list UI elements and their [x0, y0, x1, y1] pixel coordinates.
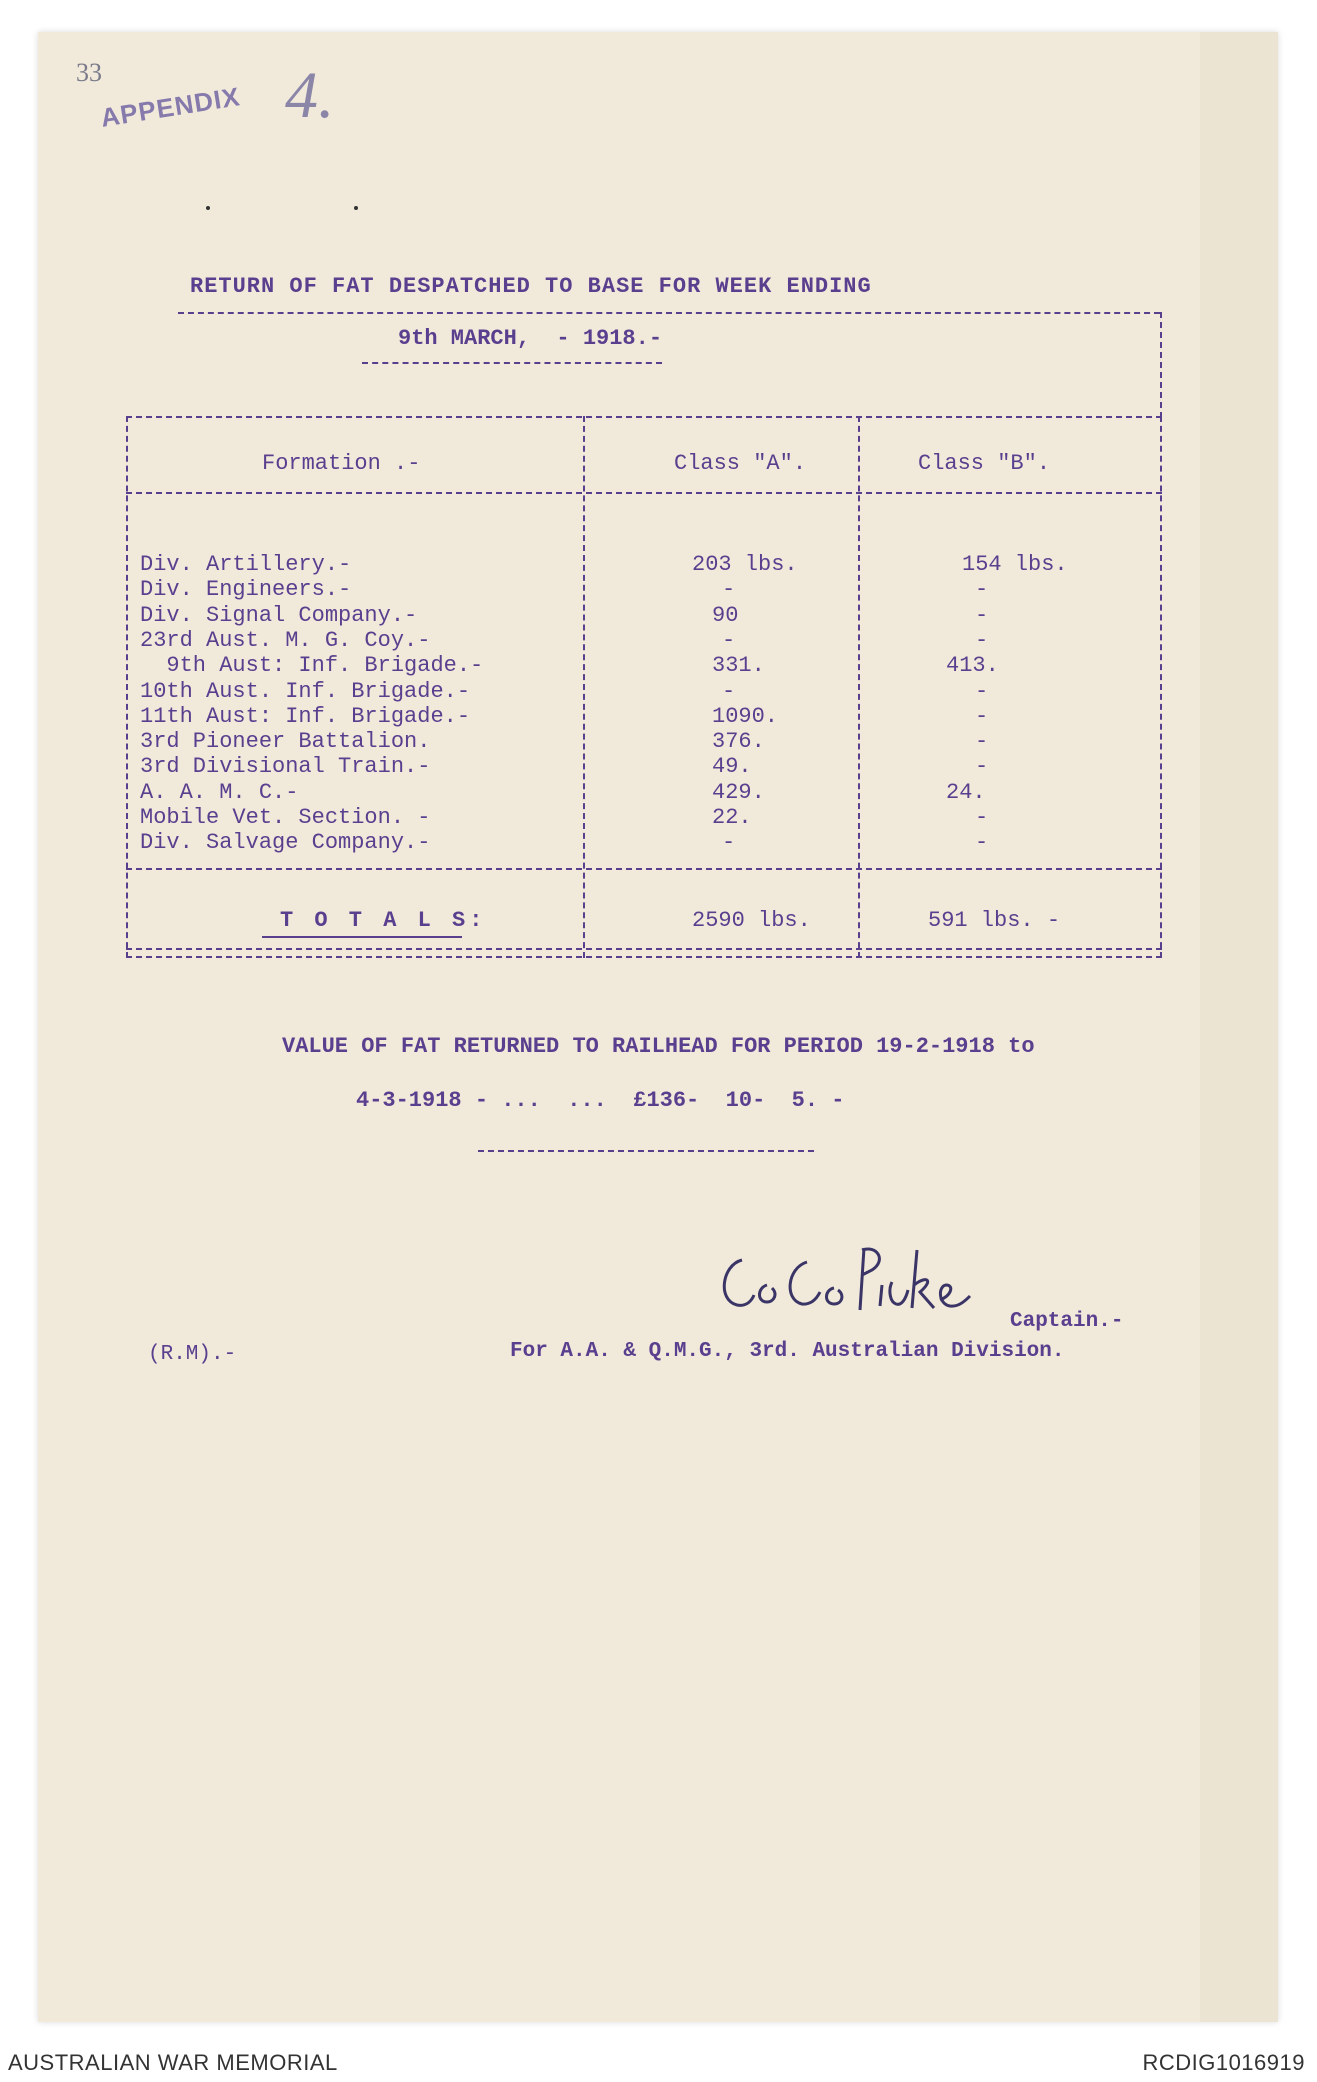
column-header-class-a: Class "A". — [674, 451, 807, 476]
cell-class-a: 1090. — [712, 704, 779, 729]
document-title: RETURN OF FAT DESPATCHED TO BASE FOR WEEK ENDING — [190, 274, 872, 299]
cell-formation: Div. Engineers.- — [140, 577, 352, 602]
cell-class-a: - — [722, 577, 736, 602]
document-subtitle: 9th MARCH, - 1918.- — [398, 326, 663, 351]
cell-class-b: 24. — [946, 780, 986, 805]
cell-formation: Mobile Vet. Section. - — [140, 805, 431, 830]
cell-class-a: 331. — [712, 653, 765, 678]
cell-formation: 10th Aust. Inf. Brigade.- — [140, 679, 471, 704]
cell-class-b: - — [975, 679, 989, 704]
cell-formation: Div. Signal Company.- — [140, 603, 418, 628]
cell-formation: 9th Aust: Inf. Brigade.- — [140, 653, 484, 678]
cell-class-a: 376. — [712, 729, 765, 754]
cell-class-a: 203 lbs. — [692, 552, 798, 577]
page-edge — [1200, 32, 1278, 2022]
value-line-2: 4-3-1918 - ... ... £136- 10- 5. - — [356, 1088, 845, 1113]
punch-dot — [354, 206, 358, 210]
appendix-stamp: APPENDIX — [98, 81, 243, 133]
rank-label: Captain.- — [1010, 1310, 1124, 1333]
table-totals-rule — [126, 868, 1162, 870]
cell-class-b: 413. — [946, 653, 999, 678]
cell-class-b: - — [975, 704, 989, 729]
appendix-number: 4. — [285, 59, 335, 132]
cell-class-a: 49. — [712, 754, 752, 779]
handwritten-signature — [712, 1230, 1012, 1340]
cell-class-a: 429. — [712, 780, 765, 805]
table-header-top-rule — [126, 416, 1162, 418]
cell-class-b: - — [975, 603, 989, 628]
signature-block: For A.A. & Q.M.G., 3rd. Australian Division. — [510, 1340, 1065, 1363]
cell-formation: Div. Salvage Company.- — [140, 830, 431, 855]
column-header-class-b: Class "B". — [918, 451, 1051, 476]
folio-number: 33 — [76, 58, 102, 87]
table-col-rule-b — [858, 416, 860, 958]
cell-class-b: - — [975, 628, 989, 653]
table-right-rule — [1160, 312, 1162, 418]
table-bottom-rule-double — [126, 956, 1162, 958]
cell-class-a: 90 — [712, 603, 739, 628]
subtitle-underline — [362, 362, 662, 364]
cell-class-b: 154 lbs. — [962, 552, 1068, 577]
cell-formation: 3rd Pioneer Battalion. — [140, 729, 431, 754]
table-header-bottom-rule — [126, 492, 1162, 494]
footer-reference-id: RCDIG1016919 — [1142, 2050, 1305, 2075]
table-right-rule-lower — [1160, 416, 1162, 958]
table-bottom-rule — [126, 948, 1162, 950]
column-header-formation: Formation .- — [262, 451, 421, 476]
reference-initials: (R.M).- — [148, 1343, 237, 1366]
cell-class-a: 22. — [712, 805, 752, 830]
punch-dot — [206, 206, 210, 210]
cell-class-b: - — [975, 754, 989, 779]
footer-institution: AUSTRALIAN WAR MEMORIAL — [8, 2050, 338, 2075]
cell-class-a: - — [722, 628, 736, 653]
cell-class-a: - — [722, 830, 736, 855]
value-line-1: VALUE OF FAT RETURNED TO RAILHEAD FOR PERIOD 19-2-1918 to — [282, 1034, 1035, 1059]
cell-formation: 23rd Aust. M. G. Coy.- — [140, 628, 431, 653]
table-top-rule — [178, 312, 1160, 314]
value-underline — [478, 1150, 814, 1152]
cell-formation: A. A. M. C.- — [140, 780, 299, 805]
cell-formation: 11th Aust: Inf. Brigade.- — [140, 704, 471, 729]
cell-class-a: - — [722, 679, 736, 704]
cell-class-b: - — [975, 805, 989, 830]
totals-label: T O T A L S: — [280, 908, 487, 933]
cell-class-b: - — [975, 830, 989, 855]
cell-formation: 3rd Divisional Train.- — [140, 754, 431, 779]
cell-class-b: - — [975, 577, 989, 602]
total-class-b: 591 lbs. - — [928, 908, 1061, 933]
table-col-rule-a — [583, 416, 585, 958]
total-class-a: 2590 lbs. — [692, 908, 811, 933]
table-left-rule — [126, 416, 128, 958]
cell-class-b: - — [975, 729, 989, 754]
totals-underline — [262, 936, 462, 938]
cell-formation: Div. Artillery.- — [140, 552, 352, 577]
